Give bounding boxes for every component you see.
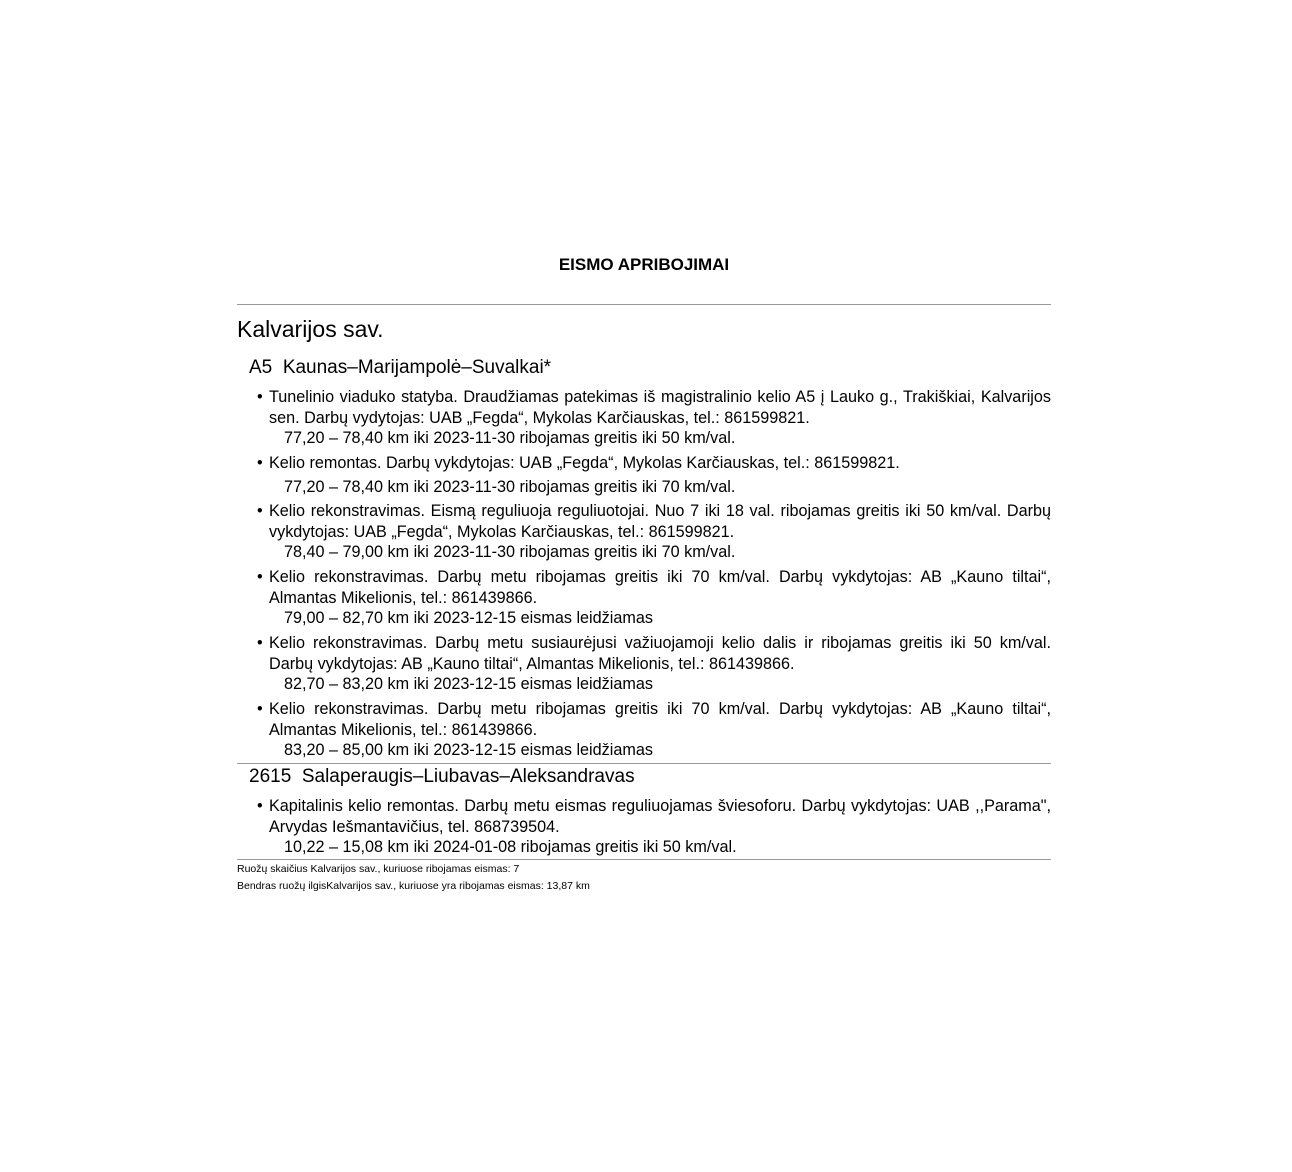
- entry-detail: 78,40 – 79,00 km iki 2023-11-30 ribojamas greitis iki 70 km/val.: [284, 543, 736, 561]
- road-name: Salaperaugis–Liubavas–Aleksandravas: [301, 766, 635, 787]
- restriction-entry: [257, 567, 1051, 629]
- entry-description: Kelio rekonstravimas. Darbų metu ribojamas greitis iki 70 km/val. Darbų vykdytojas: AB „Kauno tiltai“, Almantas Mikelionis, tel.: 861439866.: [269, 568, 1051, 607]
- restriction-entry: [257, 501, 1051, 563]
- summary-length: Bendras ruožų ilgisKalvarijos sav., kuriuose yra ribojamas eismas: 13,87 km: [237, 880, 590, 892]
- restriction-entry: [257, 633, 1051, 695]
- road-name: Kaunas–Marijampolė–Suvalkai*: [282, 357, 552, 378]
- bullet-icon: •: [257, 797, 263, 815]
- entry-detail: 83,20 – 85,00 km iki 2023-12-15 eismas leidžiamas: [284, 741, 653, 759]
- road-code: 2615: [249, 766, 292, 787]
- header-divider: [237, 304, 1051, 305]
- entry-description: Kapitalinis kelio remontas. Darbų metu eismas reguliuojamas šviesoforu. Darbų vykdytojas: UAB ,,Parama", Arvydas Iešmantavičius, tel. 868739504.: [269, 797, 1051, 836]
- restriction-entry: [257, 453, 1051, 497]
- summary-count: Ruožų skaičius Kalvarijos sav., kuriuose ribojamas eismas: 7: [237, 863, 520, 875]
- entry-detail: 82,70 – 83,20 km iki 2023-12-15 eismas leidžiamas: [284, 675, 653, 693]
- road-divider: [237, 763, 1051, 764]
- municipality-heading: Kalvarijos sav.: [237, 316, 384, 342]
- entry-detail: 10,22 – 15,08 km iki 2024-01-08 ribojamas greitis iki 50 km/val.: [284, 838, 737, 856]
- entry-description: Kelio rekonstravimas. Darbų metu susiaurėjusi važiuojamoji kelio dalis ir ribojamas greitis iki 50 km/val. Darbų vykdytojas: AB „Kauno tiltai“, Almantas Mikelionis, tel.: 861439866.: [269, 634, 1051, 673]
- entry-detail: 79,00 – 82,70 km iki 2023-12-15 eismas leidžiamas: [284, 609, 653, 627]
- road-heading-a5: [249, 357, 551, 379]
- bullet-icon: •: [257, 454, 263, 472]
- footer-divider: [237, 859, 1051, 860]
- road-heading-2615: [249, 766, 635, 788]
- bullet-icon: •: [257, 568, 263, 586]
- entry-detail: 77,20 – 78,40 km iki 2023-11-30 ribojamas greitis iki 50 km/val.: [284, 429, 736, 447]
- bullet-icon: •: [257, 700, 263, 718]
- restriction-entry: [257, 796, 1051, 858]
- bullet-icon: •: [257, 388, 263, 406]
- restriction-entry: [257, 387, 1051, 449]
- entry-description: Kelio rekonstravimas. Darbų metu ribojamas greitis iki 70 km/val. Darbų vykdytojas: AB „Kauno tiltai“, Almantas Mikelionis, tel.: 861439866.: [269, 700, 1051, 739]
- road-code: A5: [249, 357, 273, 378]
- page-title: EISMO APRIBOJIMAI: [558, 255, 730, 274]
- bullet-icon: •: [257, 502, 263, 520]
- entry-detail: 77,20 – 78,40 km iki 2023-11-30 ribojamas greitis iki 70 km/val.: [284, 477, 736, 496]
- entry-description: Kelio rekonstravimas. Eismą reguliuoja reguliuotojai. Nuo 7 iki 18 val. ribojamas greitis iki 50 km/val. Darbų vykdytojas: UAB „Fegda“, Mykolas Karčiauskas, tel.: 861599821.: [269, 502, 1051, 541]
- restriction-entry: [257, 699, 1051, 761]
- bullet-icon: •: [257, 634, 263, 652]
- entry-description: Kelio remontas. Darbų vykdytojas: UAB „Fegda“, Mykolas Karčiauskas, tel.: 861599821.: [269, 454, 900, 472]
- entry-description: Tunelinio viaduko statyba. Draudžiamas patekimas iš magistralinio kelio A5 į Lauko g., Trakiškiai, Kalvarijos sen. Darbų vydytojas: UAB „Fegda“, Mykolas Karčiauskas, tel.: 861599821.: [269, 388, 1051, 427]
